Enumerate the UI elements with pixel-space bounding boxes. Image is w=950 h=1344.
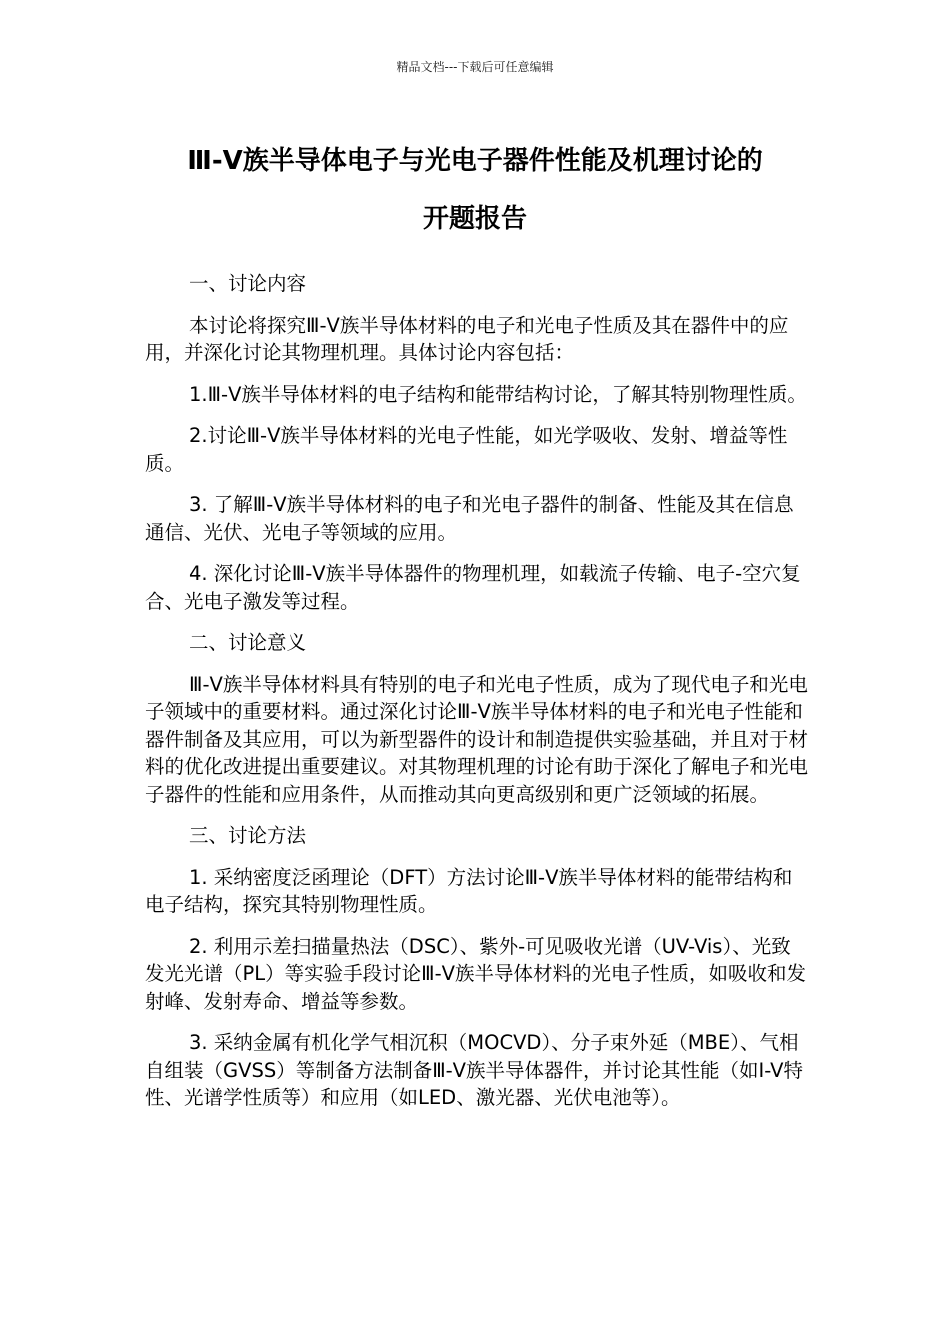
title-line-1: Ⅲ-Ⅴ族半导体电子与光电子器件性能及机理讨论的 (187, 146, 763, 176)
document-body (145, 270, 810, 1126)
method-item-2: 2. 利用示差扫描量热法（DSC）、紫外-可见吸收光谱（UV-Vis）、光致发光光谱（PL）等实验手段讨论Ⅲ-Ⅴ族半导体材料的光电子性质，如吸收和发射峰、发射寿命、增益等参数。 (145, 934, 806, 1013)
content-item-1: 1.Ⅲ-Ⅴ族半导体材料的电子结构和能带结构讨论，了解其特别物理性质。 (189, 382, 807, 406)
content-intro-paragraph: 本讨论将探究Ⅲ-Ⅴ族半导体材料的电子和光电子性质及其在器件中的应用，并深化讨论其物理机理。具体讨论内容包括： (145, 313, 789, 364)
content-item-2: 2.讨论Ⅲ-Ⅴ族半导体材料的光电子性能，如光学吸收、发射、增益等性质。 (145, 424, 788, 475)
section-heading-methods: 三、讨论方法 (189, 824, 307, 847)
significance-paragraph: Ⅲ-Ⅴ族半导体材料具有特别的电子和光电子性质，成为了现代电子和光电子领域中的重要材料。通过深化讨论Ⅲ-Ⅴ族半导体材料的电子和光电子性能和器件制备及其应用，可以为新型器件的设计和制造提供实验基础，并且对于材料的优化改进提出重要建议。对其物理机理的讨论有助于深化了解电子和光电子器件的性能和应用条件，从而推动其向更高级别和更广泛领域的拓展。 (145, 672, 809, 806)
section-heading-content: 一、讨论内容 (189, 272, 307, 295)
page-title (120, 132, 830, 248)
method-item-3: 3. 采纳金属有机化学气相沉积（MOCVD）、分子束外延（MBE）、气相自组装（GVSS）等制备方法制备Ⅲ-Ⅴ族半导体器件，并讨论其性能（如I-V特性、光谱学性质等）和应用（如LED、激光器、光伏电池等）。 (145, 1031, 804, 1109)
section-heading-significance: 二、讨论意义 (189, 631, 307, 654)
header-note: 精品文档---下载后可任意编辑 (396, 60, 554, 74)
title-line-2: 开题报告 (422, 204, 527, 234)
content-item-4: 4. 深化讨论Ⅲ-Ⅴ族半导体器件的物理机理，如载流子传输、电子-空穴复合、光电子激发等过程。 (145, 562, 801, 613)
method-item-1: 1. 采纳密度泛函理论（DFT）方法讨论Ⅲ-Ⅴ族半导体材料的能带结构和电子结构，探究其特别物理性质。 (145, 865, 793, 916)
content-item-3: 3. 了解Ⅲ-Ⅴ族半导体材料的电子和光电子器件的制备、性能及其在信息通信、光伏、光电子等领域的应用。 (145, 493, 794, 544)
